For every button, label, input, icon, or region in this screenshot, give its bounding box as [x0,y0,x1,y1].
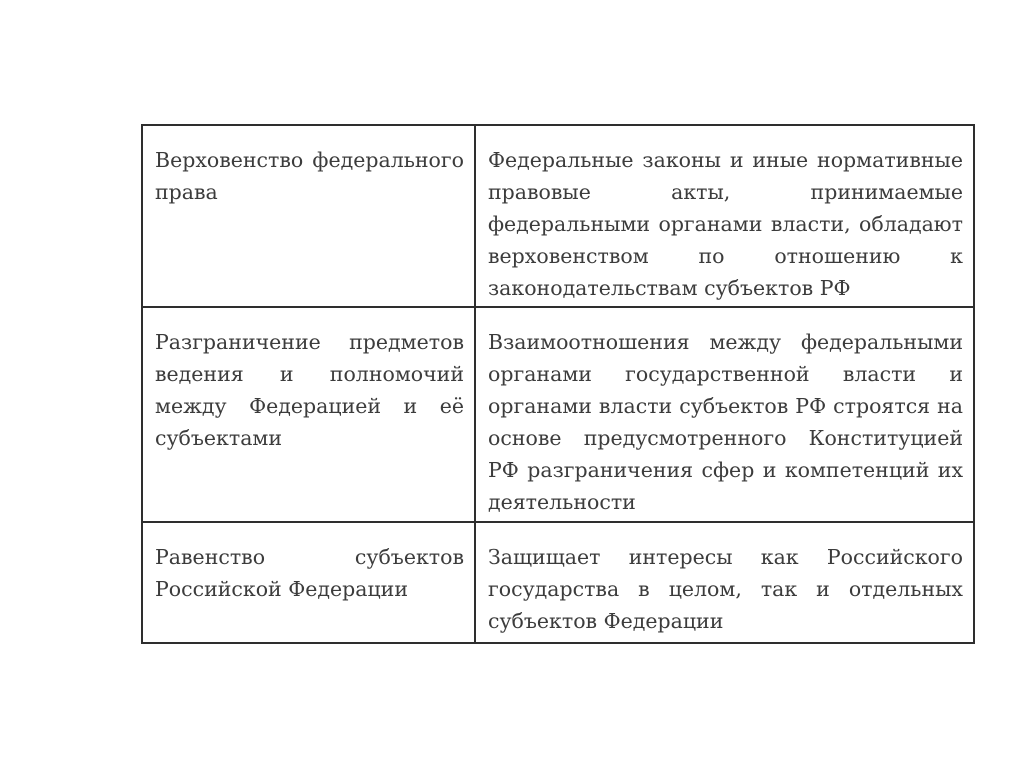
principle-cell [142,522,475,643]
table-row [142,522,974,643]
description-cell [475,522,974,643]
principle-text: Верховенство федерального права [155,148,464,204]
description-text: Федеральные законы и иные нормативные правовые акты, принимаемые федеральными органами власти, обладают верховенством по отношению к законодательствам субъектов РФ [488,148,963,300]
principles-table [141,124,975,644]
description-text: Взаимоотношения между федеральными органами государственной власти и органами власти субъектов РФ строятся на основе предусмотренного Конституцией РФ разграничения сфер и компетенций их деятельности [488,330,963,514]
description-text: Защищает интересы как Российского государства в целом, так и отдельных субъектов Федерации [488,545,963,633]
principle-text: Разграничение предметов ведения и полномочий между Федерацией и её субъектами [155,330,464,450]
table-row [142,125,974,307]
principle-cell [142,307,475,522]
principle-text: Равенство субъектов Российской Федерации [155,545,464,601]
description-cell [475,307,974,522]
table-row [142,307,974,522]
principle-cell [142,125,475,307]
description-cell [475,125,974,307]
